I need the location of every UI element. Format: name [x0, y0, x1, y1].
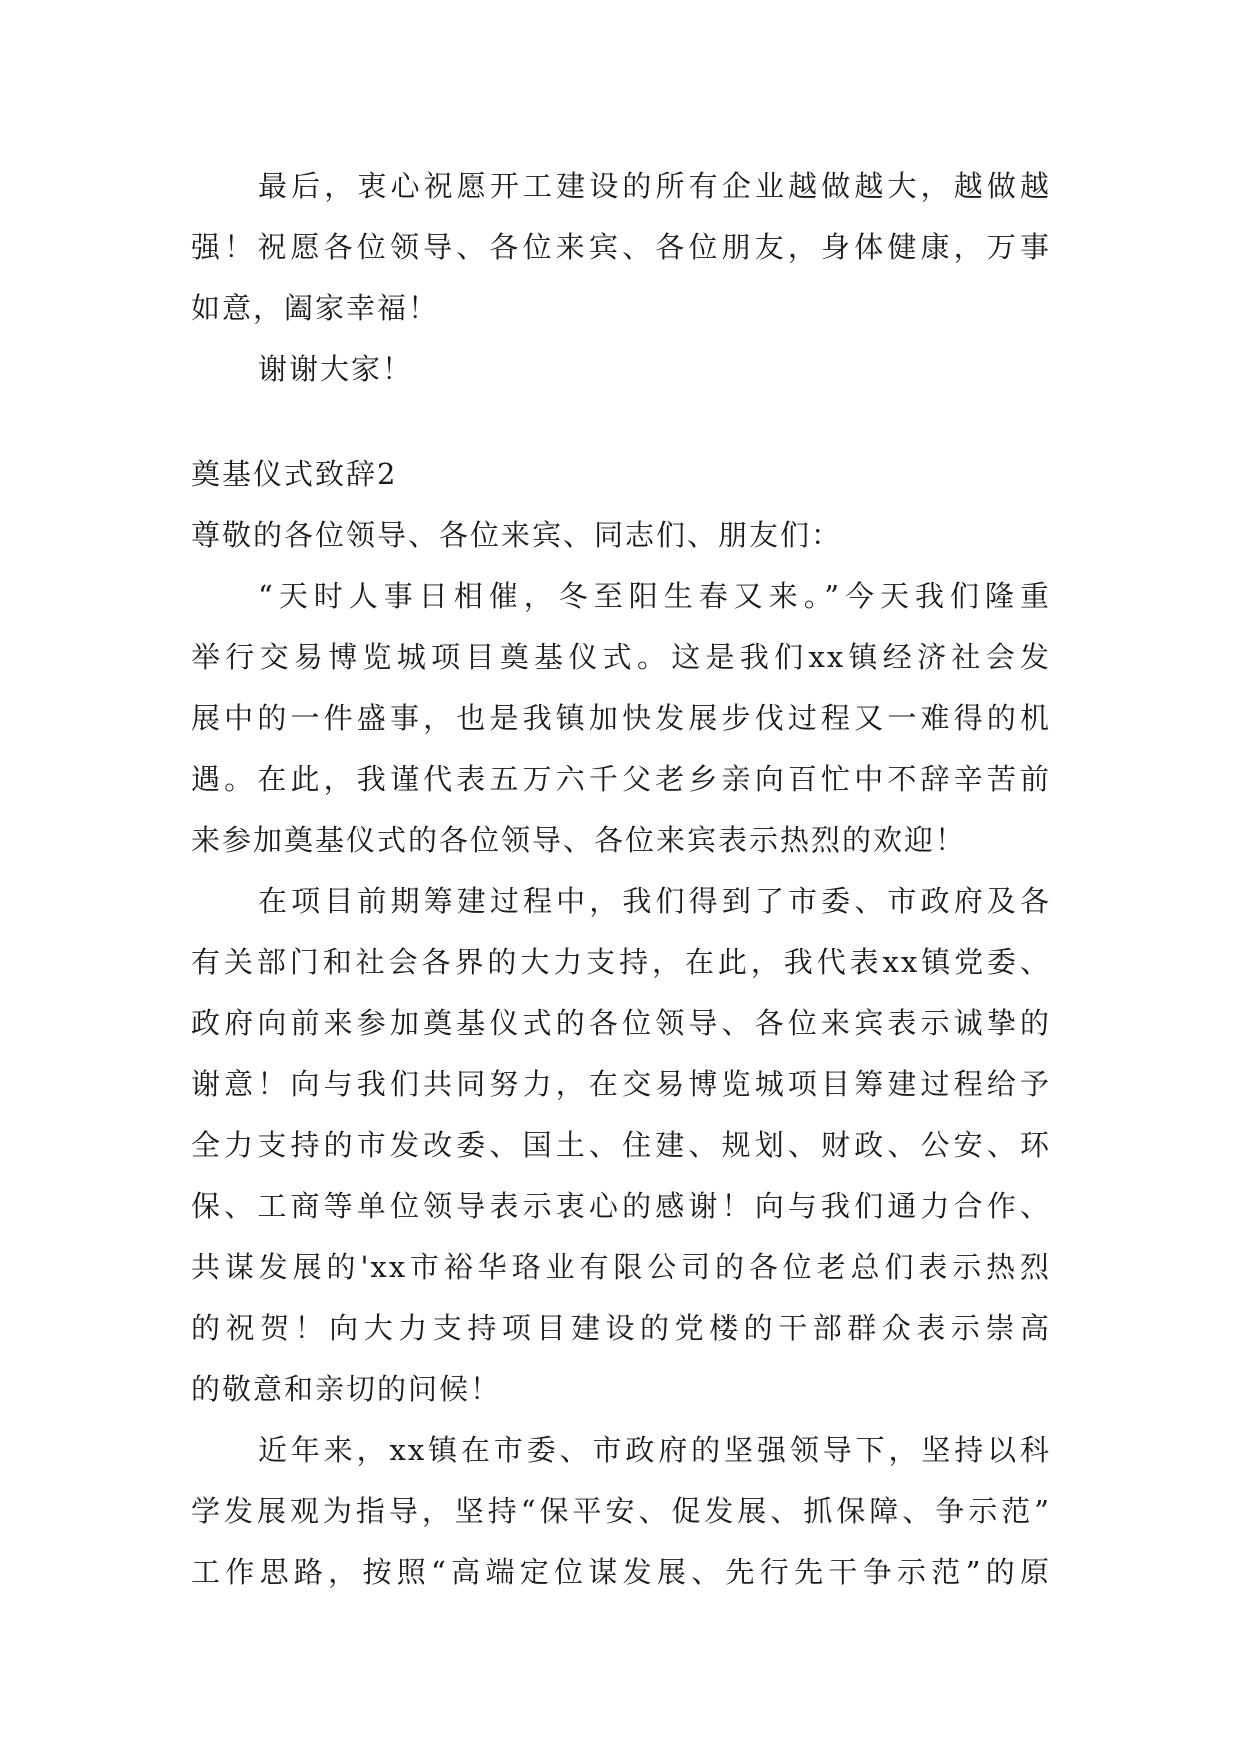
- text-line: 的敬意和亲切的问候！: [191, 1372, 502, 1406]
- text-line: 如意，阖家幸福！: [191, 291, 440, 325]
- text-line: 学发展观为指导，坚持“保平安、促发展、抓保障、争示范”: [191, 1494, 1051, 1528]
- text-line: 在项目前期筹建过程中，我们得到了市委、市政府及各: [258, 884, 1051, 918]
- text-line: 谢谢大家！: [258, 352, 414, 386]
- text-line: 遇。在此，我谨代表五万六千父老乡亲向百忙中不辞辛苦前: [191, 762, 1051, 796]
- text-line: 保、工商等单位领导表示衷心的感谢！向与我们通力合作、: [191, 1189, 1051, 1223]
- text-line: 近年来，xx镇在市委、市政府的坚强领导下，坚持以科: [258, 1433, 1051, 1467]
- text-line: “天时人事日相催，冬至阳生春又来。”今天我们隆重: [258, 579, 1051, 613]
- text-line: 共谋发展的'xx市裕华珞业有限公司的各位老总们表示热烈: [191, 1250, 1051, 1284]
- text-line: 政府向前来参加奠基仪式的各位领导、各位来宾表示诚挚的: [191, 1006, 1051, 1040]
- text-line: 强！祝愿各位领导、各位来宾、各位朋友，身体健康，万事: [191, 230, 1051, 264]
- salutation: 尊敬的各位领导、各位来宾、同志们、朋友们：: [191, 518, 843, 552]
- text-line: 最后，衷心祝愿开工建设的所有企业越做越大，越做越: [258, 169, 1051, 203]
- text-line: 有关部门和社会各界的大力支持，在此，我代表xx镇党委、: [191, 945, 1051, 979]
- text-line: 工作思路，按照“高端定位谋发展、先行先干争示范”的原: [191, 1555, 1051, 1589]
- text-line: 的祝贺！向大力支持项目建设的党楼的干部群众表示崇高: [191, 1311, 1051, 1345]
- text-line: 全力支持的市发改委、国土、住建、规划、财政、公安、环: [191, 1128, 1051, 1162]
- text-line: 来参加奠基仪式的各位领导、各位来宾表示热烈的欢迎！: [191, 823, 967, 857]
- section-heading: 奠基仪式致辞2: [191, 457, 398, 491]
- text-line: 谢意！向与我们共同努力，在交易博览城项目筹建过程给予: [191, 1067, 1051, 1101]
- text-line: 举行交易博览城项目奠基仪式。这是我们xx镇经济社会发: [191, 640, 1051, 674]
- text-line: 展中的一件盛事，也是我镇加快发展步伐过程又一难得的机: [191, 701, 1051, 735]
